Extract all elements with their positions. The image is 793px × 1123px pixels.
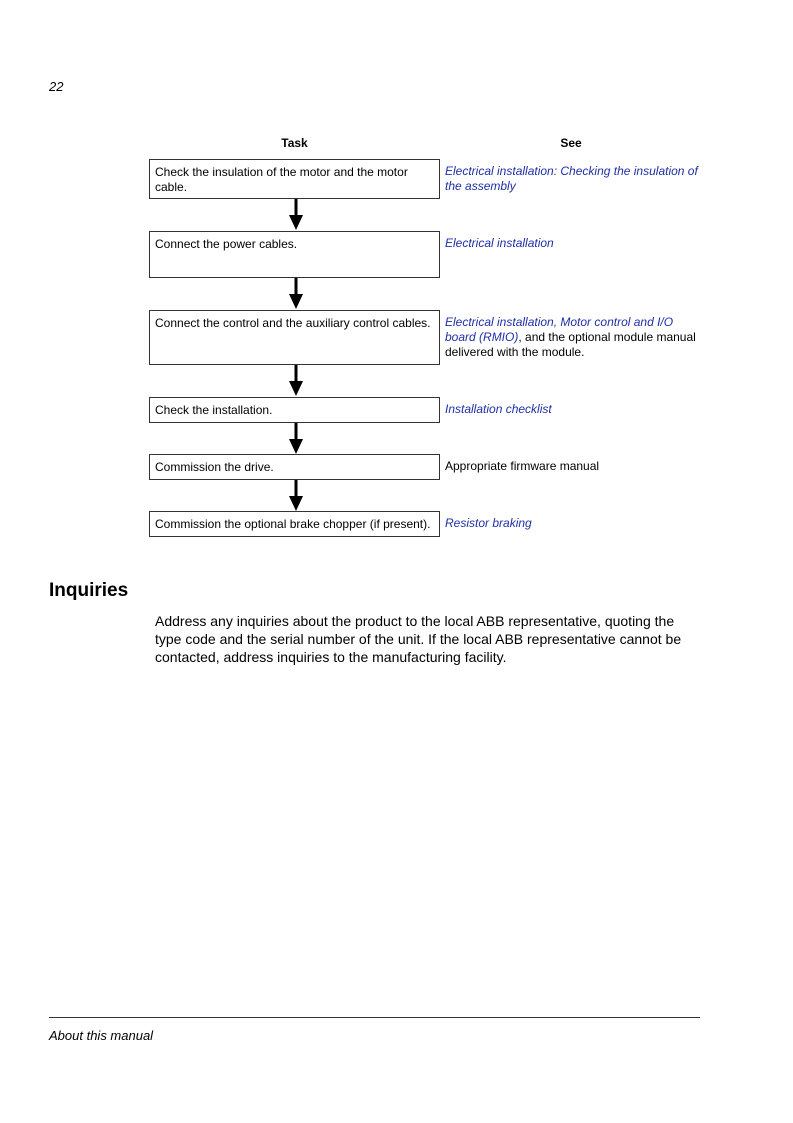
see-cell-check-installation <box>445 402 705 417</box>
flow-arrow-down-icon <box>286 365 306 397</box>
see-text: , and the optional module manual delivered with the module. <box>445 330 696 359</box>
flow-arrow-down-icon <box>286 199 306 231</box>
see-link[interactable]: Resistor braking <box>445 516 532 530</box>
task-box-connect-power: Connect the power cables. <box>149 231 440 278</box>
section-heading-inquiries: Inquiries <box>49 580 129 601</box>
see-link[interactable]: Installation checklist <box>445 402 552 416</box>
see-cell-connect-control <box>445 315 705 360</box>
footer-section-title: About this manual <box>49 1028 154 1043</box>
task-box-check-installation: Check the installation. <box>149 397 440 423</box>
flow-arrow-down-icon <box>286 480 306 512</box>
see-link[interactable]: Electrical installation: Checking the insulation of the assembly <box>445 164 698 193</box>
task-box-check-insulation: Check the insulation of the motor and the motor cable. <box>149 159 440 199</box>
task-box-commission-brake-chopper: Commission the optional brake chopper (if present). <box>149 511 440 537</box>
task-box-commission-drive: Commission the drive. <box>149 454 440 480</box>
inquiries-paragraph: Address any inquiries about the product to the local ABB representative, quoting the type code and the serial number of the unit. If the local ABB representative cannot be contacted, address inquiries to the manufacturing facility. <box>155 613 682 665</box>
page-number: 22 <box>49 79 64 94</box>
see-column-header: See <box>560 136 582 150</box>
task-box-connect-control: Connect the control and the auxiliary control cables. <box>149 310 440 365</box>
see-cell-connect-power <box>445 236 705 251</box>
see-link[interactable]: Electrical installation <box>445 236 554 250</box>
see-cell-commission-drive <box>445 459 705 474</box>
flow-arrow-down-icon <box>286 423 306 455</box>
see-text: Appropriate firmware manual <box>445 459 600 473</box>
task-column-header: Task <box>281 136 308 150</box>
flow-arrow-down-icon <box>286 278 306 310</box>
see-link[interactable]: Electrical installation, Motor control and I/O board (RMIO) <box>445 315 674 344</box>
see-cell-commission-brake-chopper <box>445 516 705 531</box>
see-cell-check-insulation <box>445 164 705 194</box>
footer-divider <box>49 1017 700 1018</box>
